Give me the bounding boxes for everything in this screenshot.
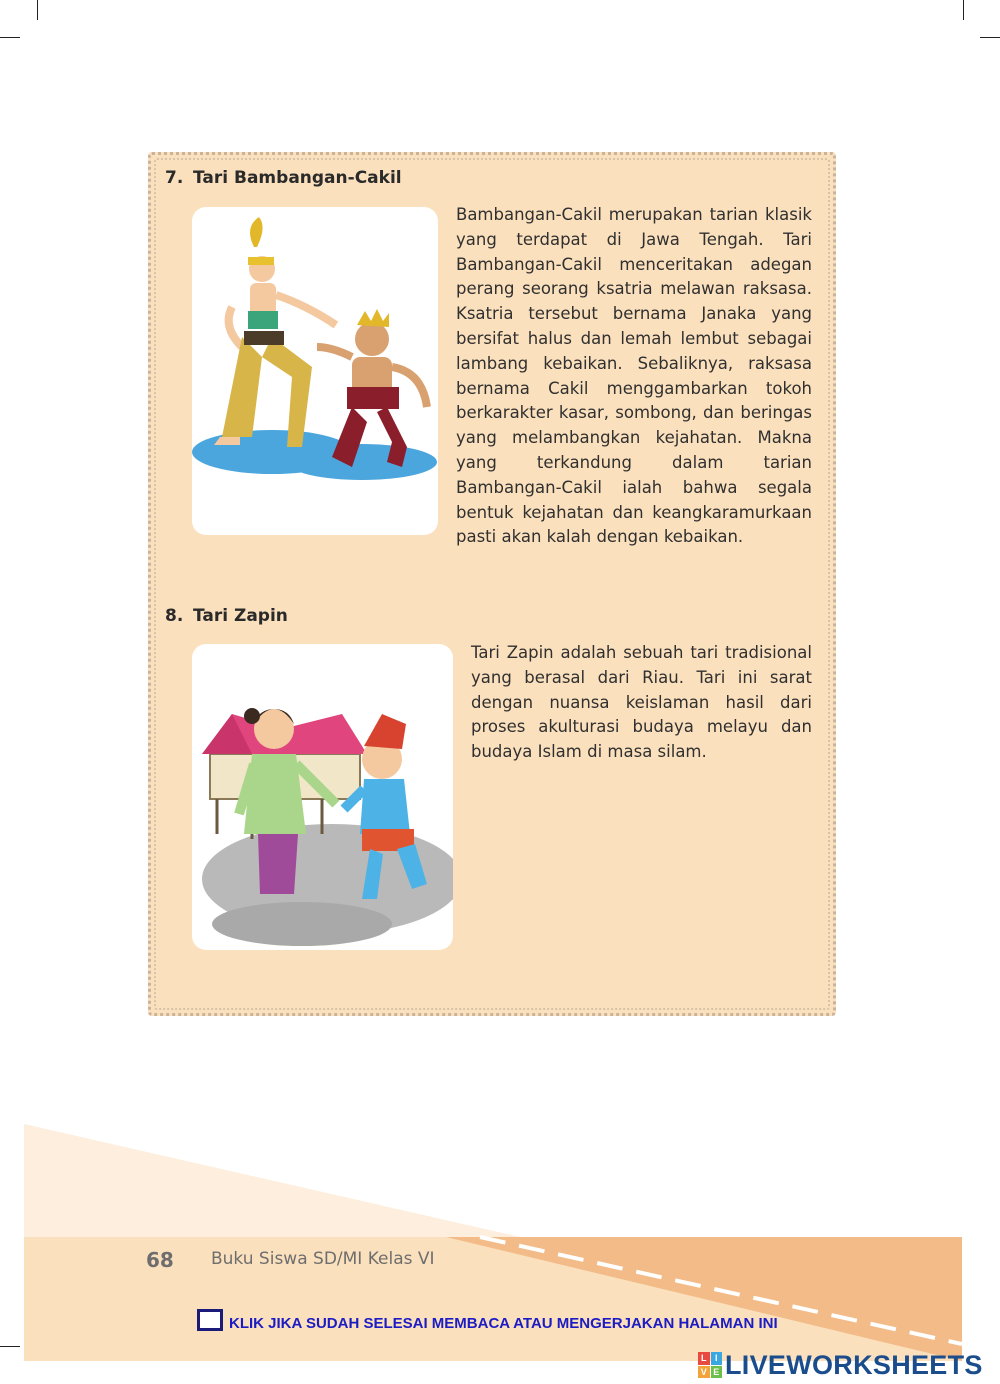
page-number: 68	[146, 1248, 174, 1272]
section-title: Tari Bambangan-Cakil	[193, 168, 402, 188]
book-title: Buku Siswa SD/MI Kelas VI	[211, 1249, 435, 1269]
liveworksheets-logo[interactable]	[698, 1347, 983, 1383]
paragraph-bambangan-cakil: Bambangan-Cakil merupakan tarian klasik yang terdapat di Jawa Tengah. Tari Bambangan-Cakil menceritakan adegan perang seorang ksatria melawan raksasa. Ksatria tersebut bernama Janaka yang bersifat halus dan lemah lembut sebagai lambang kebaikan. Sebaliknya, raksasa bernama Cakil menggambarkan tokoh berkarakter kasar, sombong, dan beringas yang melambangkan kejahatan. Makna yang terkandung dalam tarian Bambangan-Cakil ialah bahwa segala bentuk kejahatan dan keangkaramurkaan pasti akan kalah dengan kebaikan.	[456, 205, 812, 547]
completion-checkbox[interactable]	[197, 1309, 223, 1331]
logo-letter: L	[698, 1352, 710, 1365]
logo-letter: E	[711, 1366, 723, 1379]
logo-letter: I	[711, 1352, 723, 1365]
paragraph-zapin: Tari Zapin adalah sebuah tari tradisional yang berasal dari Riau. Tari ini sarat dengan nuansa keislaman hasil dari proses akulturasi budaya melayu dan budaya Islam di masa silam.	[471, 643, 812, 762]
liveworksheets-icon	[698, 1352, 722, 1378]
section-title: Tari Zapin	[193, 606, 288, 626]
section-number: 7.	[165, 168, 184, 188]
completion-link[interactable]: KLIK JIKA SUDAH SELESAI MEMBACA ATAU MENGERJAKAN HALAMAN INI	[229, 1315, 778, 1332]
logo-letter: V	[698, 1366, 710, 1379]
section-number: 8.	[165, 606, 184, 626]
liveworksheets-wordmark: LIVEWORKSHEETS	[725, 1349, 983, 1380]
